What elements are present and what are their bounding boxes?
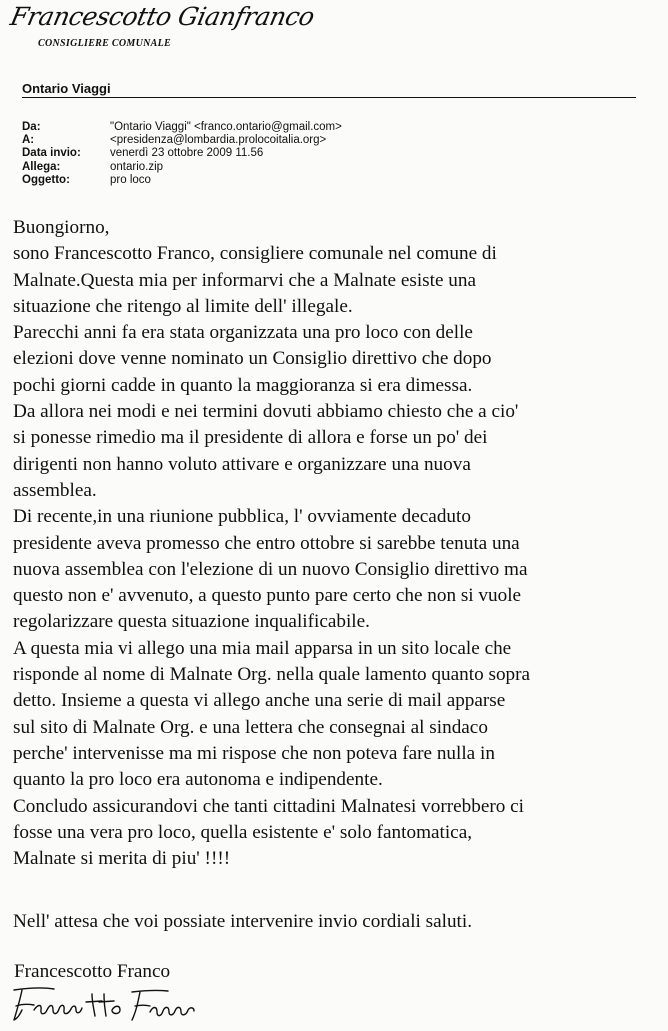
body-line: si ponesse rimedio ma il presidente di allora e forse un po' dei [13,427,488,449]
email-headers [22,121,342,187]
body-line: pochi giorni cadde in quanto la maggioranza si era dimessa. [13,374,473,396]
header-value: ontario.zip [110,160,164,173]
body-line: quanto la pro loco era autonoma e indipendente. [13,769,383,791]
header-value: "Ontario Viaggi" <franco.ontario@gmail.com> [110,121,342,133]
signature-name: Francescotto Franco [14,961,171,982]
header-value: venerdì 23 ottobre 2009 11.56 [110,147,264,160]
body-line: sono Francescotto Franco, consigliere comunale nel comune di [13,243,497,265]
title-divider [22,97,636,98]
body-line: elezioni dove venne nominato un Consiglio direttivo che dopo [13,348,492,370]
header-to [22,134,342,147]
body-line: dirigenti non hanno voluto attivare e organizzare una nuova [13,453,471,475]
header-label: Da: [22,121,41,133]
header-date [22,147,342,160]
header-value: pro loco [110,173,151,186]
body-line: fosse una vera pro loco, quella esistente e' solo fantomatica, [13,821,473,843]
header-label: Data invio: [22,147,81,160]
header-attachment [22,161,342,174]
header-from [22,121,342,134]
body-line: regolarizzare questa situazione inqualificabile. [13,611,370,633]
email-title: Ontario Viaggi [22,81,111,96]
closing-line: Nell' attesa che voi possiate intervenire invio cordiali saluti. [13,911,473,932]
body-line: Da allora nei modi e nei termini dovuti abbiamo chiesto che a cio' [13,401,519,423]
header-subject [22,174,342,187]
body-line: Concludo assicurandovi che tanti cittadini Malnatesi vorrebbero ci [13,795,524,817]
letterhead-role: CONSIGLIERE COMUNALE [38,38,171,49]
body-line: Di recente,in una riunione pubblica, l' ovviamente decaduto [13,506,471,528]
body-line: A questa mia vi allego una mia mail apparsa in un sito locale che [13,637,512,659]
body-line: Malnate si merita di piu' !!!! [13,848,231,870]
body-line: sul sito di Malnate Org. e una lettera che consegnai al sindaco [13,716,488,738]
header-label: A: [22,134,35,147]
body-line: nuova assemblea con l'elezione di un nuovo Consiglio direttivo ma [13,558,528,580]
body-line: risponde al nome di Malnate Org. nella quale lamento quanto sopra [13,664,531,686]
header-label: Allega: [22,160,61,173]
letter-body [13,215,663,872]
body-line: detto. Insieme a questa vi allego anche una serie di mail apparse [13,690,506,712]
body-line: Buongiorno, [13,217,110,238]
body-line: questo non e' avvenuto, a questo punto pare certo che non si vuole [13,585,522,607]
body-line: perche' intervenisse ma mi rispose che non poteva fare nulla in [13,742,495,764]
body-line: presidente aveva promesso che entro ottobre si sarebbe tenuta una [13,532,520,554]
body-line: Parecchi anni fa era stata organizzata una pro loco con delle [13,322,473,344]
header-value: <presidenza@lombardia.prolocoitalia.org> [110,134,327,147]
handwritten-signature [8,980,218,1026]
body-line: situazione che ritengo al limite dell' illegale. [13,295,353,317]
body-line: assemblea. [13,479,97,501]
header-label: Oggetto: [22,173,70,186]
letterhead-name: Francescotto Gianfranco [7,2,317,31]
body-line: Malnate.Questa mia per informarvi che a Malnate esiste una [13,269,476,291]
